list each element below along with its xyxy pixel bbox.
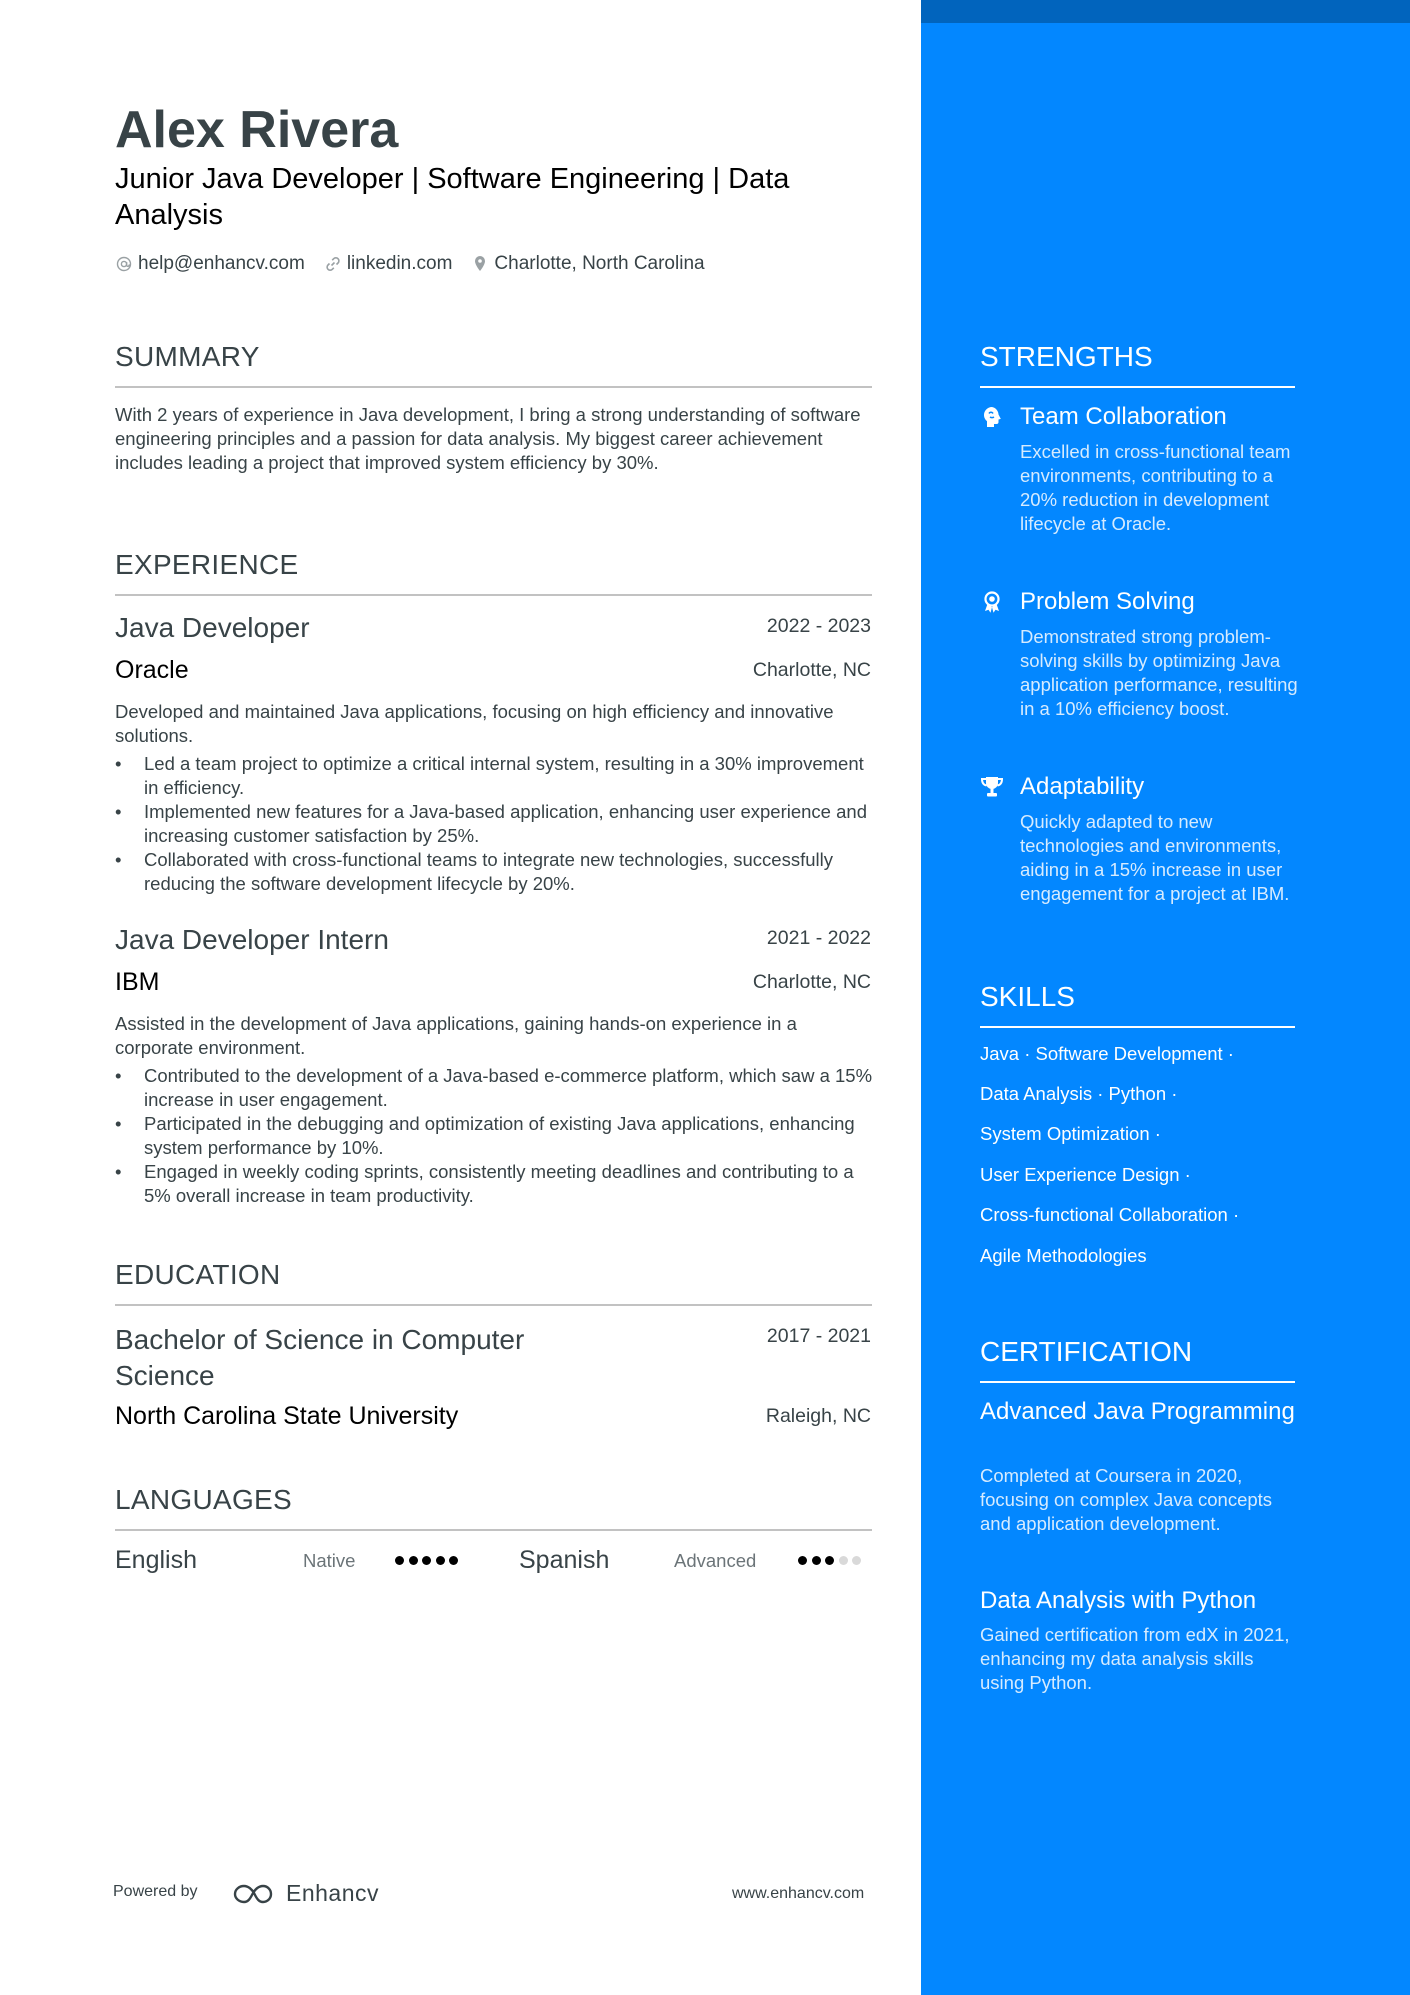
rating-dot-empty: [852, 1556, 861, 1565]
experience-divider: [115, 594, 872, 596]
rating-dot-filled: [449, 1556, 458, 1565]
sidebar: [921, 0, 1410, 1995]
skill-line: Cross-functional Collaboration ·: [980, 1204, 1240, 1225]
job-bullet: • Implemented new features for a Java-based application, enhancing user experience and increasing customer satisfaction by 25%.: [115, 800, 877, 848]
certification-title: Advanced Java Programming: [980, 1398, 1295, 1425]
skills-heading: SKILLS: [980, 981, 1075, 1012]
job-description: Assisted in the development of Java applications, gaining hands-on experience in a corporate environment.: [115, 1013, 797, 1058]
certification-title: Data Analysis with Python: [980, 1587, 1257, 1614]
award-icon: [980, 590, 1004, 614]
rating-dot-filled: [825, 1556, 834, 1565]
skill-line: User Experience Design ·: [980, 1164, 1191, 1185]
job-description: Developed and maintained Java applications, focusing on high efficiency and innovative solutions.: [115, 701, 834, 746]
candidate-title: Junior Java Developer | Software Engineering | Data Analysis: [115, 163, 790, 231]
job-dates: 2021 - 2022: [766, 927, 871, 949]
certification-description: Gained certification from edX in 2021, enhancing my data analysis skills using Python.: [980, 1624, 1290, 1693]
summary-text: With 2 years of experience in Java development, I bring a strong understanding of software engineering principles and a passion for data analysis. My biggest career achievement includes leading a project that improved system efficiency by 30%.: [115, 404, 861, 473]
rating-dot-empty: [839, 1556, 848, 1565]
contact-email[interactable]: [115, 253, 305, 275]
summary-heading: SUMMARY: [115, 341, 260, 372]
skill-line: Agile Methodologies: [980, 1245, 1147, 1266]
strength-title: Problem Solving: [1020, 588, 1195, 615]
certification-description: Completed at Coursera in 2020, focusing on complex Java concepts and application development.: [980, 1465, 1273, 1534]
job-location: Charlotte, NC: [752, 659, 871, 681]
strength-title: Adaptability: [1020, 773, 1145, 800]
strength-description: Demonstrated strong problem-solving skills by optimizing Java application performance, resulting in a 10% efficiency boost.: [1020, 626, 1298, 719]
strength-description: Excelled in cross-functional team environments, contributing to a 20% reduction in development lifecycle at Oracle.: [1020, 441, 1291, 534]
skills-divider: [980, 1026, 1295, 1028]
enhancv-wordmark: Enhancv: [286, 1880, 380, 1906]
education-dates: 2017 - 2021: [766, 1325, 871, 1347]
rating-dot-filled: [422, 1556, 431, 1565]
rating-dot-filled: [436, 1556, 445, 1565]
language-name: English: [115, 1546, 197, 1574]
sidebar-top-bar: [921, 0, 1410, 23]
skill-line: Java · Software Development ·: [980, 1043, 1234, 1064]
language-rating: [395, 1556, 463, 1565]
skill-line: Data Analysis · Python ·: [980, 1083, 1178, 1104]
language-level: Native: [303, 1550, 356, 1571]
rating-dot-filled: [798, 1556, 807, 1565]
language-rating: [798, 1556, 866, 1565]
link-icon: [324, 255, 342, 273]
job-bullet: • Engaged in weekly coding sprints, consistently meeting deadlines and contributing to a 5% overall increase in team productivity.: [115, 1160, 877, 1208]
rating-dot-filled: [812, 1556, 821, 1565]
summary-divider: [115, 386, 872, 388]
job-location: Charlotte, NC: [752, 971, 871, 993]
job-role: Java Developer: [115, 612, 310, 643]
strength-description: Quickly adapted to new technologies and environments, aiding in a 15% increase in user engagement for a project at IBM.: [1020, 811, 1290, 904]
job-bullet: • Led a team project to optimize a critical internal system, resulting in a 30% improvement in efficiency.: [115, 752, 877, 800]
job-company: IBM: [115, 968, 160, 996]
candidate-name: Alex Rivera: [115, 101, 399, 159]
languages-heading: LANGUAGES: [115, 1484, 292, 1515]
job-dates: 2022 - 2023: [766, 615, 871, 637]
job-role: Java Developer Intern: [115, 924, 389, 955]
at-icon: [115, 255, 133, 273]
job-bullets: [115, 752, 877, 896]
strength-title: Team Collaboration: [1020, 403, 1227, 430]
job-bullet: • Collaborated with cross-functional teams to integrate new technologies, successfully reducing the software development lifecycle by 20%.: [115, 848, 877, 896]
job-company: Oracle: [115, 656, 189, 684]
contact-location: [471, 253, 704, 275]
contact-location-text: Charlotte, North Carolina: [494, 253, 705, 274]
education-school: North Carolina State University: [115, 1402, 459, 1430]
enhancv-logo[interactable]: [232, 1880, 379, 1907]
languages-divider: [115, 1529, 872, 1531]
trophy-icon: [980, 775, 1004, 799]
powered-by-label: Powered by: [113, 1883, 198, 1900]
strengths-heading: STRENGTHS: [980, 341, 1153, 372]
job-bullet: • Participated in the debugging and optimization of existing Java applications, enhancing system performance by 10%.: [115, 1112, 877, 1160]
job-bullets: [115, 1064, 877, 1208]
education-degree: Bachelor of Science in Computer Science: [115, 1324, 525, 1391]
education-heading: EDUCATION: [115, 1259, 281, 1290]
language-name: Spanish: [519, 1546, 610, 1574]
experience-heading: EXPERIENCE: [115, 549, 299, 580]
job-bullet: • Contributed to the development of a Java-based e-commerce platform, which saw a 15% increase in user engagement.: [115, 1064, 877, 1112]
rating-dot-filled: [409, 1556, 418, 1565]
brain-icon: [980, 405, 1004, 429]
skill-line: System Optimization ·: [980, 1123, 1161, 1144]
contact-bar: [115, 253, 724, 275]
rating-dot-filled: [395, 1556, 404, 1565]
contact-linkedin-text: linkedin.com: [346, 253, 453, 274]
strengths-divider: [980, 386, 1295, 388]
certification-heading: CERTIFICATION: [980, 1336, 1193, 1367]
contact-email-text: help@enhancv.com: [138, 253, 305, 274]
education-divider: [115, 1304, 872, 1306]
location-pin-icon: [471, 255, 489, 273]
enhancv-logo-icon: [232, 1882, 278, 1906]
language-level: Advanced: [674, 1550, 757, 1571]
footer-url[interactable]: www.enhancv.com: [732, 1885, 865, 1902]
contact-linkedin[interactable]: [324, 253, 453, 275]
certification-divider: [980, 1381, 1295, 1383]
education-location: Raleigh, NC: [765, 1405, 871, 1427]
